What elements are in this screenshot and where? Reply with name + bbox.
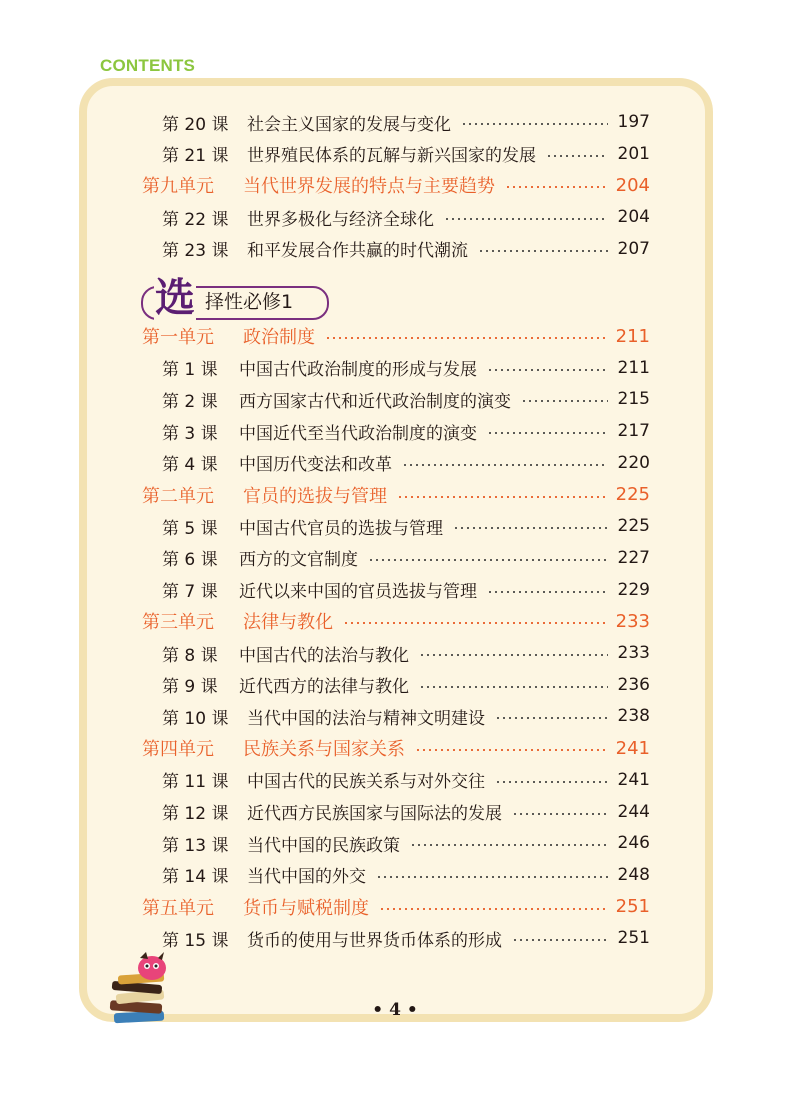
lesson-number: 第 15 课 [162,930,229,951]
toc-lesson-row[interactable] [0,924,650,952]
lesson-number: 第 13 课 [162,835,229,856]
toc-page-number: 225 [615,484,650,505]
section-big-char: 选 [155,275,195,321]
toc-unit-row[interactable] [0,171,650,199]
toc-unit-row[interactable] [0,322,650,350]
toc-lesson-row[interactable] [0,108,650,136]
toc-lesson-row[interactable] [0,512,650,540]
lesson-title: 和平发展合作共赢的时代潮流 [247,241,468,262]
toc-page-number: 238 [617,706,650,727]
toc-page-number: 215 [617,389,650,410]
toc-unit-row[interactable] [0,893,650,921]
toc-page-number: 233 [617,643,650,663]
unit-title: 货币与赋税制度 [243,897,369,919]
unit-number: 第四单元 [142,739,214,761]
toc-lesson-row[interactable] [0,766,650,794]
dot-leader [343,622,606,624]
unit-number: 第一单元 [142,327,214,348]
toc-page-number: 248 [617,864,650,885]
lesson-title: 世界多极化与经济全球化 [247,209,434,230]
lesson-number: 第 8 课 [162,645,218,666]
lesson-number: 第 7 课 [162,582,218,603]
dot-leader [461,123,608,125]
dot-leader [487,369,608,371]
unit-title: 官员的选拔与管理 [243,485,387,507]
lesson-title: 中国古代的法治与教化 [239,645,409,666]
dot-leader [478,250,608,252]
unit-number: 第二单元 [142,485,214,507]
unit-number: 第三单元 [142,612,214,634]
lesson-number: 第 4 课 [162,455,218,476]
toc-page-number: 211 [617,357,650,378]
dot-leader [325,337,606,339]
toc-page-number: 204 [617,207,650,228]
toc-page-number: 197 [617,112,650,132]
lesson-title: 世界殖民体系的瓦解与新兴国家的发展 [247,146,536,167]
toc-lesson-row[interactable] [0,140,650,168]
lesson-title: 中国历代变法和改革 [239,455,392,476]
dot-leader [495,781,608,783]
dot-leader [505,186,606,188]
lesson-number: 第 21 课 [162,146,229,167]
dot-leader [495,717,608,719]
unit-number: 第九单元 [142,176,214,198]
toc-page-number: 244 [617,801,650,822]
lesson-number: 第 20 课 [162,114,229,135]
toc-lesson-row[interactable] [0,798,650,826]
lesson-title: 货币的使用与世界货币体系的形成 [247,930,502,951]
toc-unit-row[interactable] [0,607,650,635]
dot-leader [521,400,608,402]
dot-leader [546,155,608,157]
toc-lesson-row[interactable] [0,861,650,889]
lesson-title: 近代以来中国的官员选拔与管理 [239,582,477,603]
dot-leader [368,559,608,561]
toc-page-number: 220 [617,452,650,473]
toc-page-number: 229 [617,579,650,600]
unit-title: 政治制度 [243,327,315,348]
dot-leader [512,813,608,815]
toc-lesson-row[interactable] [0,417,650,445]
toc-page-number: 225 [617,516,650,537]
dot-leader [402,464,608,466]
unit-title: 当代世界发展的特点与主要趋势 [243,176,495,198]
toc-lesson-row[interactable] [0,671,650,699]
section-title: 择性必修1 [205,291,294,313]
toc-lesson-row[interactable] [0,203,650,231]
lesson-title: 当代中国的法治与精神文明建设 [247,708,485,729]
book-stack-mascot-icon [108,950,180,1030]
toc-page-number: 251 [617,928,650,949]
contents-header: CONTENTS [100,56,196,75]
toc-unit-row[interactable] [0,734,650,762]
toc-lesson-row[interactable] [0,829,650,857]
lesson-number: 第 22 课 [162,209,229,230]
section-heading [137,276,337,320]
dot-leader [487,432,608,434]
dot-leader [453,527,608,529]
lesson-number: 第 6 课 [162,550,218,571]
unit-title: 法律与教化 [243,612,333,634]
lesson-number: 第 5 课 [162,518,218,539]
toc-page-number: 207 [617,238,650,259]
toc-lesson-row[interactable] [0,702,650,730]
dot-leader [415,749,606,751]
toc-lesson-row[interactable] [0,576,650,604]
toc-page-number: 236 [617,674,650,695]
toc-lesson-row[interactable] [0,385,650,413]
toc-page-number: 241 [617,769,650,790]
toc-lesson-row[interactable] [0,544,650,572]
dot-leader [419,686,608,688]
toc-page-number: 201 [617,143,650,164]
lesson-title: 中国近代至当代政治制度的演变 [239,423,477,444]
toc-page-number: 251 [615,896,650,918]
toc-lesson-row[interactable] [0,354,650,382]
toc-page-number: 211 [615,325,650,347]
toc-page-number: 246 [617,833,650,854]
lesson-number: 第 14 课 [162,867,229,888]
lesson-title: 近代西方的法律与教化 [239,677,409,698]
lesson-title: 中国古代政治制度的形成与发展 [239,360,477,381]
lesson-number: 第 9 课 [162,677,218,698]
lesson-title: 中国古代官员的选拔与管理 [239,518,443,539]
toc-lesson-row[interactable] [0,449,650,477]
unit-title: 民族关系与国家关系 [243,739,405,761]
lesson-number: 第 1 课 [162,360,218,381]
toc-page-number: 241 [615,737,650,759]
lesson-title: 近代西方民族国家与国际法的发展 [247,804,502,824]
lesson-title: 西方国家古代和近代政治制度的演变 [239,391,511,412]
dot-leader [444,218,608,220]
page-number: • 4 • [372,1000,418,1020]
dot-leader [397,496,606,498]
lesson-title: 当代中国的民族政策 [247,835,400,856]
lesson-number: 第 10 课 [162,708,229,729]
lesson-number: 第 12 课 [162,804,229,824]
toc-lesson-row[interactable] [0,235,650,263]
dot-leader [512,939,608,941]
lesson-number: 第 23 课 [162,241,229,262]
dot-leader [376,876,608,878]
dot-leader [419,654,608,656]
dot-leader [410,844,608,846]
dot-leader [379,908,606,910]
unit-number: 第五单元 [142,897,214,919]
lesson-title: 当代中国的外交 [247,867,366,888]
toc-lesson-row[interactable] [0,639,650,667]
toc-page-number: 227 [617,547,650,568]
toc-unit-row[interactable] [0,481,650,509]
lesson-number: 第 3 课 [162,423,218,444]
lesson-title: 社会主义国家的发展与变化 [247,114,451,135]
toc-page-number: 217 [617,421,650,442]
toc-page-number: 204 [615,174,650,196]
lesson-title: 中国古代的民族关系与对外交往 [247,772,485,793]
dot-leader [487,591,608,593]
lesson-title: 西方的文官制度 [239,550,358,571]
lesson-number: 第 2 课 [162,391,218,412]
toc-page-number: 233 [615,610,650,632]
lesson-number: 第 11 课 [162,772,229,793]
